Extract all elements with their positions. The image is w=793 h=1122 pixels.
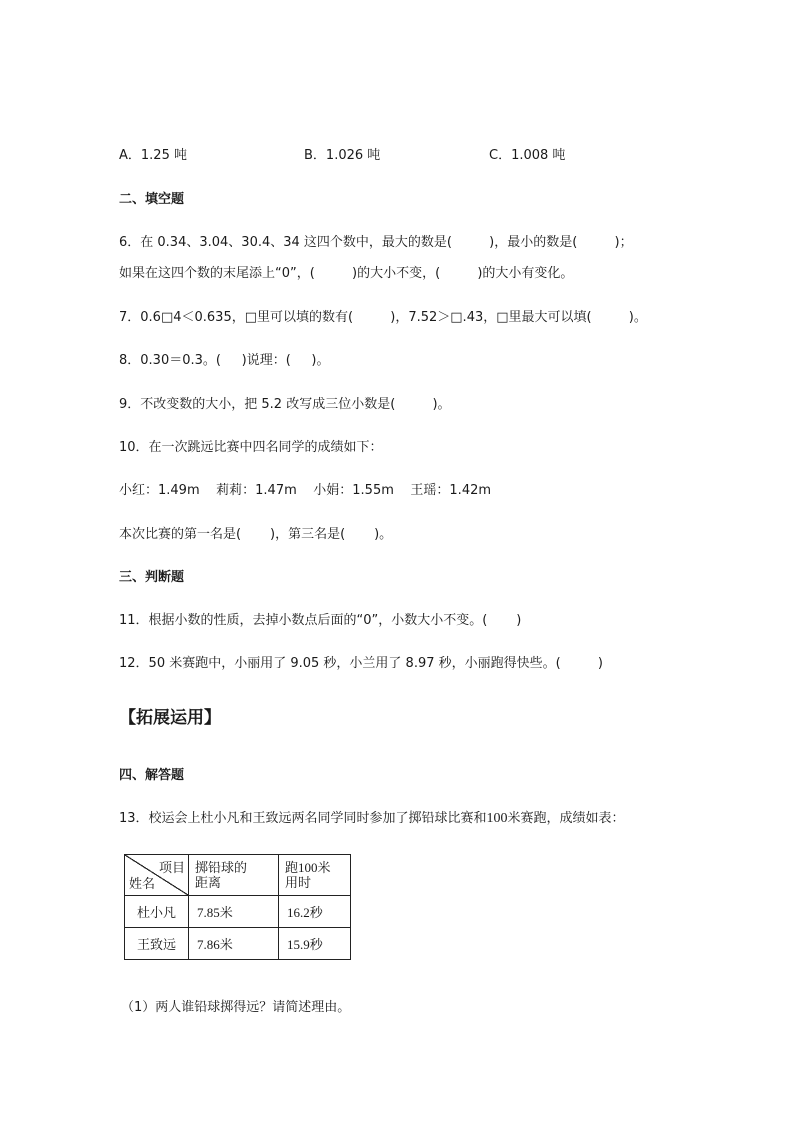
corner-name-label: 姓名 <box>129 876 156 891</box>
row-name: 杜小凡 <box>125 896 189 928</box>
question-10-ask: 本次比赛的第一名是( )，第三名是( )。 <box>119 527 393 542</box>
option-a: A．1.25 吨 <box>119 148 187 163</box>
question-13-number: 100 <box>486 811 508 826</box>
row-name: 王致远 <box>125 928 189 960</box>
question-13 <box>119 810 625 828</box>
question-10: 10．在一次跳远比赛中四名同学的成绩如下： <box>119 440 383 455</box>
table-row <box>125 896 351 928</box>
header-run-line2: 用时 <box>285 875 312 890</box>
header-run-line1: 跑100米 <box>285 860 331 875</box>
question-11: 11．根据小数的性质，去掉小数点后面的“0”，小数大小不变。( ) <box>119 613 522 628</box>
score-table <box>124 854 351 960</box>
corner-item-label: 项目 <box>158 860 185 875</box>
question-9: 9．不改变数的大小，把 5.2 改写成三位小数是( )。 <box>119 397 451 412</box>
table-corner-cell <box>125 855 189 896</box>
section-heading-solve: 四、解答题 <box>119 768 185 783</box>
header-shot-put-line2: 距离 <box>195 875 222 890</box>
header-shot-put <box>189 855 279 896</box>
row-shot: 7.85米 <box>189 896 279 928</box>
question-6-line-2: 如果在这四个数的末尾添上“0”，( )的大小不变，( )的大小有变化。 <box>119 266 574 281</box>
header-shot-put-line1: 掷铅球的 <box>195 860 248 875</box>
question-10-scores: 小红：1.49m 莉莉：1.47m 小娟：1.55m 王瑶：1.42m <box>119 483 492 498</box>
expand-title: 【拓展运用】 <box>119 708 221 728</box>
question-13-post: 米赛跑，成绩如表： <box>507 811 625 826</box>
header-run <box>279 855 351 896</box>
question-12: 12．50 米赛跑中，小丽用了 9.05 秒，小兰用了 8.97 秒，小丽跑得快些。( ) <box>119 656 603 671</box>
row-shot: 7.86米 <box>189 928 279 960</box>
section-heading-fill-in: 二、填空题 <box>119 192 185 207</box>
row-run: 15.9秒 <box>279 928 351 960</box>
row-run: 16.2秒 <box>279 896 351 928</box>
section-heading-true-false: 三、判断题 <box>119 570 185 585</box>
question-8: 8．0.30＝0.3。( )说理：( )。 <box>119 353 330 368</box>
table-header-row <box>125 855 351 896</box>
question-6-line-1: 6．在 0.34、3.04、30.4、34 这四个数中，最大的数是( )，最小的数是( )； <box>119 235 633 250</box>
question-13-sub-1: （1）两人谁铅球掷得远？请简述理由。 <box>121 1000 351 1015</box>
question-13-pre: 13．校运会上杜小凡和王致远两名同学同时参加了掷铅球比赛和 <box>119 811 487 826</box>
table-row <box>125 928 351 960</box>
question-7: 7．0.6□4＜0.635，□里可以填的数有( )，7.52＞□.43，□里最大可以填( )。 <box>119 310 647 325</box>
option-b: B．1.026 吨 <box>304 148 381 163</box>
option-c: C．1.008 吨 <box>489 148 566 163</box>
